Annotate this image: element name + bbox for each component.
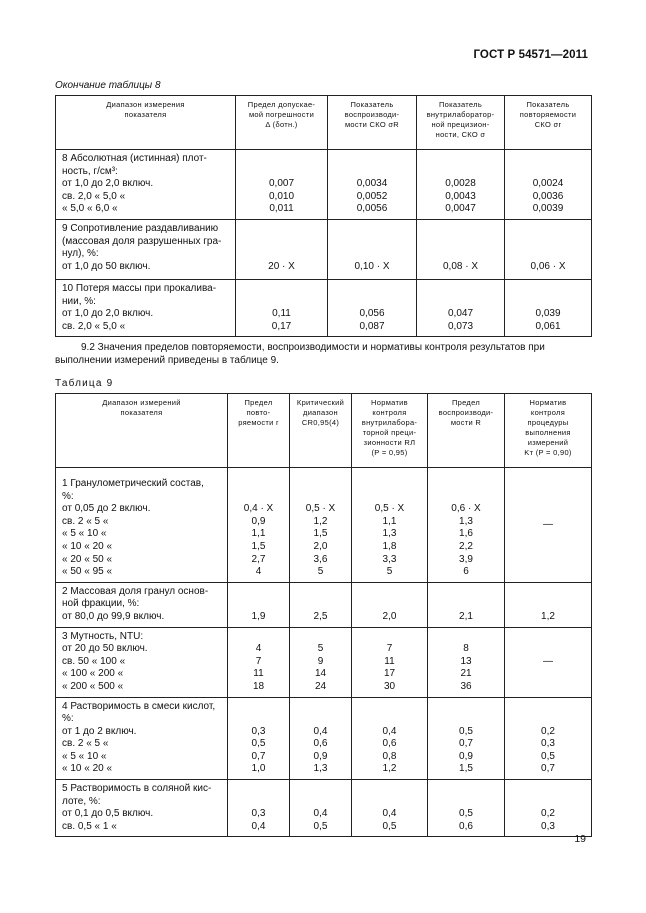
table9-row-label bbox=[56, 627, 228, 697]
table9-value: 2,2 bbox=[459, 540, 473, 552]
table-9 bbox=[55, 393, 592, 837]
table9-header-line: диапазон bbox=[303, 408, 338, 417]
table8-header-line: Показатель bbox=[526, 100, 570, 109]
table-8 bbox=[55, 95, 592, 337]
table9-value: 0,5 · X bbox=[305, 503, 336, 515]
table9-value-cell bbox=[290, 627, 352, 697]
table9-label-line: « 100 « 200 « bbox=[62, 668, 124, 680]
table8-header-line: Предел допускае- bbox=[247, 100, 316, 109]
table8-value-cell bbox=[417, 279, 505, 336]
table9-label-line: %: bbox=[62, 490, 74, 502]
table9-label-line: от 0,05 до 2 включ. bbox=[62, 503, 151, 515]
table9-label-line: « 5 « 10 « bbox=[62, 750, 107, 762]
table9-value: — bbox=[543, 518, 553, 530]
table9-header-line: контроля bbox=[530, 408, 566, 417]
table8-value: 0,11 bbox=[272, 308, 291, 320]
table8-label-line: 8 Абсолютная (истинная) плот- bbox=[62, 153, 207, 164]
table9-value: 1,5 bbox=[459, 763, 473, 775]
table9-value-cell bbox=[290, 780, 352, 837]
table9-value-cell bbox=[505, 780, 592, 837]
table9-value: 0,6 bbox=[313, 738, 328, 750]
table9-label-line: 5 Растворимость в соляной кис- bbox=[62, 783, 212, 795]
table9-value-cell bbox=[428, 697, 505, 780]
table9-value: 0,4 bbox=[382, 725, 397, 737]
table9-header-line: контроля bbox=[372, 408, 407, 417]
table9-value-cell bbox=[290, 582, 352, 627]
table9-value: 8 bbox=[463, 643, 469, 655]
table9-value: 0,2 bbox=[541, 725, 555, 737]
table9-row bbox=[56, 697, 592, 780]
table9-header-cell bbox=[505, 394, 592, 468]
table9-value: 1,3 bbox=[459, 515, 473, 527]
table9-value: 1,0 bbox=[251, 763, 266, 775]
table9-value: 7 bbox=[386, 643, 393, 655]
table8-label-line: от 1,0 до 2,0 включ. bbox=[62, 178, 154, 190]
standard-header: ГОСТ Р 54571—2011 bbox=[473, 49, 588, 61]
table9-value: 0,5 bbox=[382, 820, 397, 832]
table9-header-line: выполнения bbox=[525, 428, 571, 437]
table9-value-cell bbox=[428, 627, 505, 697]
table8-row-label bbox=[56, 219, 236, 279]
table9-value-cell bbox=[352, 582, 428, 627]
table9-header-line: Предел bbox=[451, 398, 481, 407]
table8-header-line: мой погрешности bbox=[248, 110, 315, 119]
table8-header-line: ности, СКО σ bbox=[435, 130, 486, 139]
table8-value: 0,087 bbox=[359, 320, 385, 332]
table9-header-row bbox=[56, 394, 592, 468]
table9-value: 11 bbox=[253, 668, 264, 680]
table8-label-line: нул), %: bbox=[62, 248, 99, 260]
table9-value-cell bbox=[428, 582, 505, 627]
table8-value-cell bbox=[417, 150, 505, 220]
table9-value: 6 bbox=[463, 566, 469, 578]
table9-value: 7 bbox=[255, 655, 262, 667]
table8-value-cell bbox=[236, 279, 328, 336]
table8-caption: Окончание таблицы 8 bbox=[55, 80, 161, 91]
table8-row bbox=[56, 150, 592, 220]
table8-value-cell bbox=[328, 150, 417, 220]
table8-row-label bbox=[56, 279, 236, 336]
table8-header-line: Показатель bbox=[438, 100, 483, 109]
table9-value: 5 bbox=[317, 643, 324, 655]
table8-value: 0,17 bbox=[271, 320, 292, 332]
table9-value: 0,7 bbox=[541, 763, 555, 775]
table9-value: 0,5 bbox=[313, 820, 328, 832]
table9-label-line: « 10 « 20 « bbox=[62, 540, 113, 552]
table8-header-line: Δ (δотн.) bbox=[265, 120, 298, 129]
table8-row bbox=[56, 219, 592, 279]
table8-header-line: внутрилаборатор- bbox=[426, 110, 495, 119]
table9-value-cell bbox=[228, 468, 290, 583]
table9-label-line: « 200 « 500 « bbox=[62, 680, 124, 692]
table9-value: 1,1 bbox=[382, 515, 397, 527]
table8-header-cell bbox=[328, 96, 417, 150]
table9-value: 0,7 bbox=[251, 750, 266, 762]
table9-value-cell bbox=[228, 627, 290, 697]
table9-value: 0,4 bbox=[313, 725, 328, 737]
table9-label-line: 3 Мутность, NTU: bbox=[62, 630, 144, 642]
table9-header-cell bbox=[428, 394, 505, 468]
table9-value-cell bbox=[228, 780, 290, 837]
table8-value: 0,0047 bbox=[445, 203, 476, 215]
table8-value-cell bbox=[236, 219, 328, 279]
table9-label-line: 4 Растворимость в смеси кислот, bbox=[62, 700, 216, 712]
table9-value-cell bbox=[505, 627, 592, 697]
table9-value: 30 bbox=[383, 680, 396, 692]
table9-header-line: Норматив bbox=[529, 398, 567, 407]
table9-value: 0,6 bbox=[382, 738, 397, 750]
table9-value: 0,3 bbox=[251, 725, 266, 737]
table9-label-line: от 20 до 50 включ. bbox=[62, 643, 148, 655]
table9-value: 18 bbox=[252, 680, 265, 692]
table8-header-cell bbox=[56, 96, 236, 150]
table9-value: 2,1 bbox=[459, 610, 473, 622]
table8-label-line: (массовая доля разрушенных гра- bbox=[62, 235, 222, 247]
table9-label-line: лоте, %: bbox=[62, 795, 101, 807]
table8-value: 0,0036 bbox=[532, 190, 564, 202]
table9-header-line: торной преци- bbox=[362, 428, 417, 437]
table9-value: 2,5 bbox=[313, 610, 328, 622]
table9-value: 0,6 · X bbox=[451, 503, 481, 515]
table9-value: 4 bbox=[255, 643, 262, 655]
table9-header-line: (P = 0,95) bbox=[371, 448, 408, 457]
table8-value: 0,0052 bbox=[356, 190, 388, 202]
table9-value: 0,6 bbox=[459, 820, 473, 832]
table8-header-row bbox=[56, 96, 592, 150]
table9-value: 1,6 bbox=[459, 528, 473, 540]
table9-value-cell bbox=[505, 468, 592, 583]
table8-header-line: ной прецизион- bbox=[431, 120, 490, 129]
table9-value: 11 bbox=[384, 655, 395, 667]
table9-value: 2,7 bbox=[251, 553, 266, 565]
table9-header-line: ряемости r bbox=[238, 418, 279, 427]
table8-header-cell bbox=[236, 96, 328, 150]
table9-header-line: Норматив bbox=[371, 398, 408, 407]
table9-value: 5 bbox=[317, 566, 324, 578]
table9-value: 1,5 bbox=[313, 528, 328, 540]
table8-value: 0,0043 bbox=[445, 190, 476, 202]
table9-value: 3,3 bbox=[382, 553, 397, 565]
table9-header-cell bbox=[352, 394, 428, 468]
table8-label-line: св. 2,0 « 5,0 « bbox=[62, 320, 126, 332]
table9-row bbox=[56, 468, 592, 583]
table9-value: 3,6 bbox=[313, 553, 328, 565]
table9-value: 0,4 bbox=[313, 808, 328, 820]
table8-label-line: 9 Сопротивление раздавливанию bbox=[62, 222, 219, 234]
table9-value: 14 bbox=[314, 668, 327, 680]
table9-value-cell bbox=[228, 697, 290, 780]
table9-value: 0,5 bbox=[459, 808, 473, 820]
table9-value: 0,7 bbox=[459, 738, 473, 750]
table9-value: 4 bbox=[255, 566, 262, 578]
table9-value: 0,9 bbox=[251, 515, 266, 527]
table8-label-line: 10 Потеря массы при прокалива- bbox=[62, 282, 217, 294]
table8-value-cell bbox=[505, 150, 592, 220]
table8-value: 0,0028 bbox=[445, 178, 476, 190]
table8-value: 0,06 · X bbox=[530, 260, 566, 272]
table8-value: 0,073 bbox=[447, 320, 474, 332]
table9-value: 17 bbox=[383, 668, 396, 680]
table8-value-cell bbox=[328, 279, 417, 336]
table9-value: 1,9 bbox=[251, 610, 266, 622]
table8-header-cell bbox=[417, 96, 505, 150]
table8-label-line: от 1,0 до 2,0 включ. bbox=[62, 308, 154, 320]
table9-header-line: показателя bbox=[120, 408, 163, 417]
table9-header-line: Критический bbox=[296, 398, 345, 407]
table8-value-cell bbox=[417, 219, 505, 279]
table9-header-line: мости R bbox=[450, 418, 482, 427]
table8-value: 0,0039 bbox=[532, 203, 564, 215]
table9-value: 2,0 bbox=[382, 610, 397, 622]
table9-header-cell bbox=[228, 394, 290, 468]
table9-value: 0,2 bbox=[541, 808, 555, 820]
table9-value: 36 bbox=[460, 680, 472, 692]
table9-label-line: св. 2 « 5 « bbox=[62, 515, 109, 527]
table9-value-cell bbox=[505, 582, 592, 627]
table9-value: 0,5 bbox=[541, 750, 555, 762]
table9-label-line: « 10 « 20 « bbox=[62, 763, 113, 775]
table8-value: 0,010 bbox=[268, 190, 295, 202]
table9-value: 0,9 bbox=[459, 750, 473, 762]
table9-row-label bbox=[56, 582, 228, 627]
table9-value: 0,4 bbox=[251, 820, 266, 832]
table8-header-cell bbox=[505, 96, 592, 150]
table9-label-line: « 20 « 50 « bbox=[62, 553, 113, 565]
table8-value-cell bbox=[505, 219, 592, 279]
table9-value-cell bbox=[228, 582, 290, 627]
table9-value-cell bbox=[428, 780, 505, 837]
table9-value-cell bbox=[505, 697, 592, 780]
table8-value: 0,08 · X bbox=[442, 260, 479, 272]
table8-value-cell bbox=[328, 219, 417, 279]
table9-label-line: 1 Гранулометрический состав, bbox=[62, 478, 204, 489]
table9-label-line: ной фракции, %: bbox=[62, 598, 140, 610]
table9-value: 24 bbox=[314, 680, 327, 692]
table9-caption: Таблица 9 bbox=[55, 378, 114, 389]
table9-header-line: зионности RЛ bbox=[363, 438, 416, 447]
table8-value: 0,011 bbox=[269, 203, 294, 215]
table8-label-line: ность, г/см³: bbox=[62, 165, 118, 177]
table9-value: 1,2 bbox=[313, 515, 328, 527]
table9-value: 0,9 bbox=[313, 750, 328, 762]
table9-value: 1,2 bbox=[382, 763, 397, 775]
table8-header-line: Показатель bbox=[350, 100, 394, 109]
table9-row bbox=[56, 627, 592, 697]
table9-value: 0,4 · X bbox=[243, 503, 274, 515]
table8-value: 0,047 bbox=[447, 308, 474, 320]
table8-row bbox=[56, 279, 592, 336]
table9-value-cell bbox=[352, 627, 428, 697]
table8-value: 0,039 bbox=[535, 308, 561, 320]
table9-value: 1,3 bbox=[382, 528, 397, 540]
table9-value: 0,5 bbox=[459, 725, 473, 737]
paragraph-9-2: 9.2 Значения пределов повторяемости, воспроизводимости и нормативы контроля результатов при выполнении измерений приведены в таблице 9. bbox=[55, 342, 545, 366]
table9-label-line: 2 Массовая доля гранул основ- bbox=[62, 585, 209, 597]
table8-label-line: от 1,0 до 50 включ. bbox=[62, 260, 151, 272]
table9-header-cell bbox=[56, 394, 228, 468]
table8-header-line: Диапазон измерения bbox=[106, 100, 185, 109]
table8-header-line: показателя bbox=[124, 110, 167, 119]
table9-header-line: Kт (P = 0,90) bbox=[524, 448, 572, 457]
table9-header-line: повто- bbox=[246, 408, 271, 417]
table9-value: 0,3 bbox=[251, 808, 266, 820]
table9-header-line: Предел bbox=[244, 398, 273, 407]
table9-label-line: %: bbox=[62, 713, 74, 725]
table9-value: 9 bbox=[317, 655, 324, 667]
table9-row bbox=[56, 582, 592, 627]
table9-value: 0,8 bbox=[382, 750, 397, 762]
table8-value: 20 · X bbox=[268, 260, 295, 272]
table9-value-cell bbox=[290, 697, 352, 780]
table8-header-line: воспроизводи- bbox=[344, 110, 400, 119]
table9-value: 0,5 bbox=[251, 738, 266, 750]
table8-label-line: нии, %: bbox=[62, 295, 96, 307]
table9-row-label bbox=[56, 468, 228, 583]
table9-header-line: внутрилабора- bbox=[361, 418, 418, 427]
table8-value: 0,0056 bbox=[356, 203, 388, 215]
table9-value-cell bbox=[428, 468, 505, 583]
table9-value-cell bbox=[290, 468, 352, 583]
table9-value-cell bbox=[352, 468, 428, 583]
table9-value: 1,2 bbox=[541, 610, 555, 622]
table8-value: 0,0024 bbox=[532, 178, 564, 190]
table8-value: 0,007 bbox=[268, 178, 295, 190]
table8-value: 0,10 · X bbox=[354, 260, 390, 272]
table9-value: 21 bbox=[460, 668, 472, 680]
table8-value: 0,0034 bbox=[356, 178, 388, 190]
table8-value-cell bbox=[236, 150, 328, 220]
table9-value: 5 bbox=[386, 566, 393, 578]
table9-value: 2,0 bbox=[313, 540, 328, 552]
table9-header-line: CR0,95(4) bbox=[301, 418, 340, 427]
table9-header-line: Диапазон измерений bbox=[102, 398, 181, 407]
table9-value: — bbox=[543, 655, 553, 667]
table9-label-line: « 5 « 10 « bbox=[62, 528, 107, 540]
table9-value: 13 bbox=[460, 655, 472, 667]
table8-header-line: СКО σr bbox=[534, 120, 562, 129]
table9-value: 1,1 bbox=[251, 528, 266, 540]
table9-row-label bbox=[56, 780, 228, 837]
table8-label-line: « 5,0 « 6,0 « bbox=[62, 203, 118, 215]
table9-label-line: св. 50 « 100 « bbox=[62, 655, 126, 667]
table9-value: 0,3 bbox=[541, 820, 555, 832]
table9-value-cell bbox=[352, 780, 428, 837]
table8-header-line: мости СКО σR bbox=[344, 120, 400, 129]
table9-label-line: « 50 « 95 « bbox=[62, 566, 113, 578]
table9-header-line: воспроизводи- bbox=[438, 408, 494, 417]
table8-header-line: повторяемости bbox=[519, 110, 577, 119]
table9-value: 0,3 bbox=[541, 738, 555, 750]
table9-header-line: процедуры bbox=[527, 418, 569, 427]
table9-row bbox=[56, 780, 592, 837]
table9-value: 1,5 bbox=[251, 540, 266, 552]
table8-label-line: св. 2,0 « 5,0 « bbox=[62, 190, 126, 202]
table9-label-line: от 1 до 2 включ. bbox=[62, 725, 137, 737]
table9-value: 3,9 bbox=[459, 553, 473, 565]
table8-row-label bbox=[56, 150, 236, 220]
table9-header-cell bbox=[290, 394, 352, 468]
table9-label-line: св. 2 « 5 « bbox=[62, 738, 109, 750]
table9-value: 1,3 bbox=[313, 763, 328, 775]
table9-header-line: измерений bbox=[527, 438, 569, 447]
table9-label-line: от 80,0 до 99,9 включ. bbox=[62, 610, 165, 622]
table8-value: 0,061 bbox=[535, 320, 561, 332]
table8-value: 0,056 bbox=[359, 308, 385, 320]
table9-value-cell bbox=[352, 697, 428, 780]
table8-value-cell bbox=[505, 279, 592, 336]
table9-value: 1,8 bbox=[382, 540, 397, 552]
table9-value: 0,5 · X bbox=[374, 503, 405, 515]
table9-row-label bbox=[56, 697, 228, 780]
table9-label-line: от 0,1 до 0,5 включ. bbox=[62, 808, 154, 820]
page-number: 19 bbox=[574, 833, 586, 845]
table9-label-line: св. 0,5 « 1 « bbox=[62, 820, 117, 832]
table9-value: 0,4 bbox=[382, 808, 397, 820]
